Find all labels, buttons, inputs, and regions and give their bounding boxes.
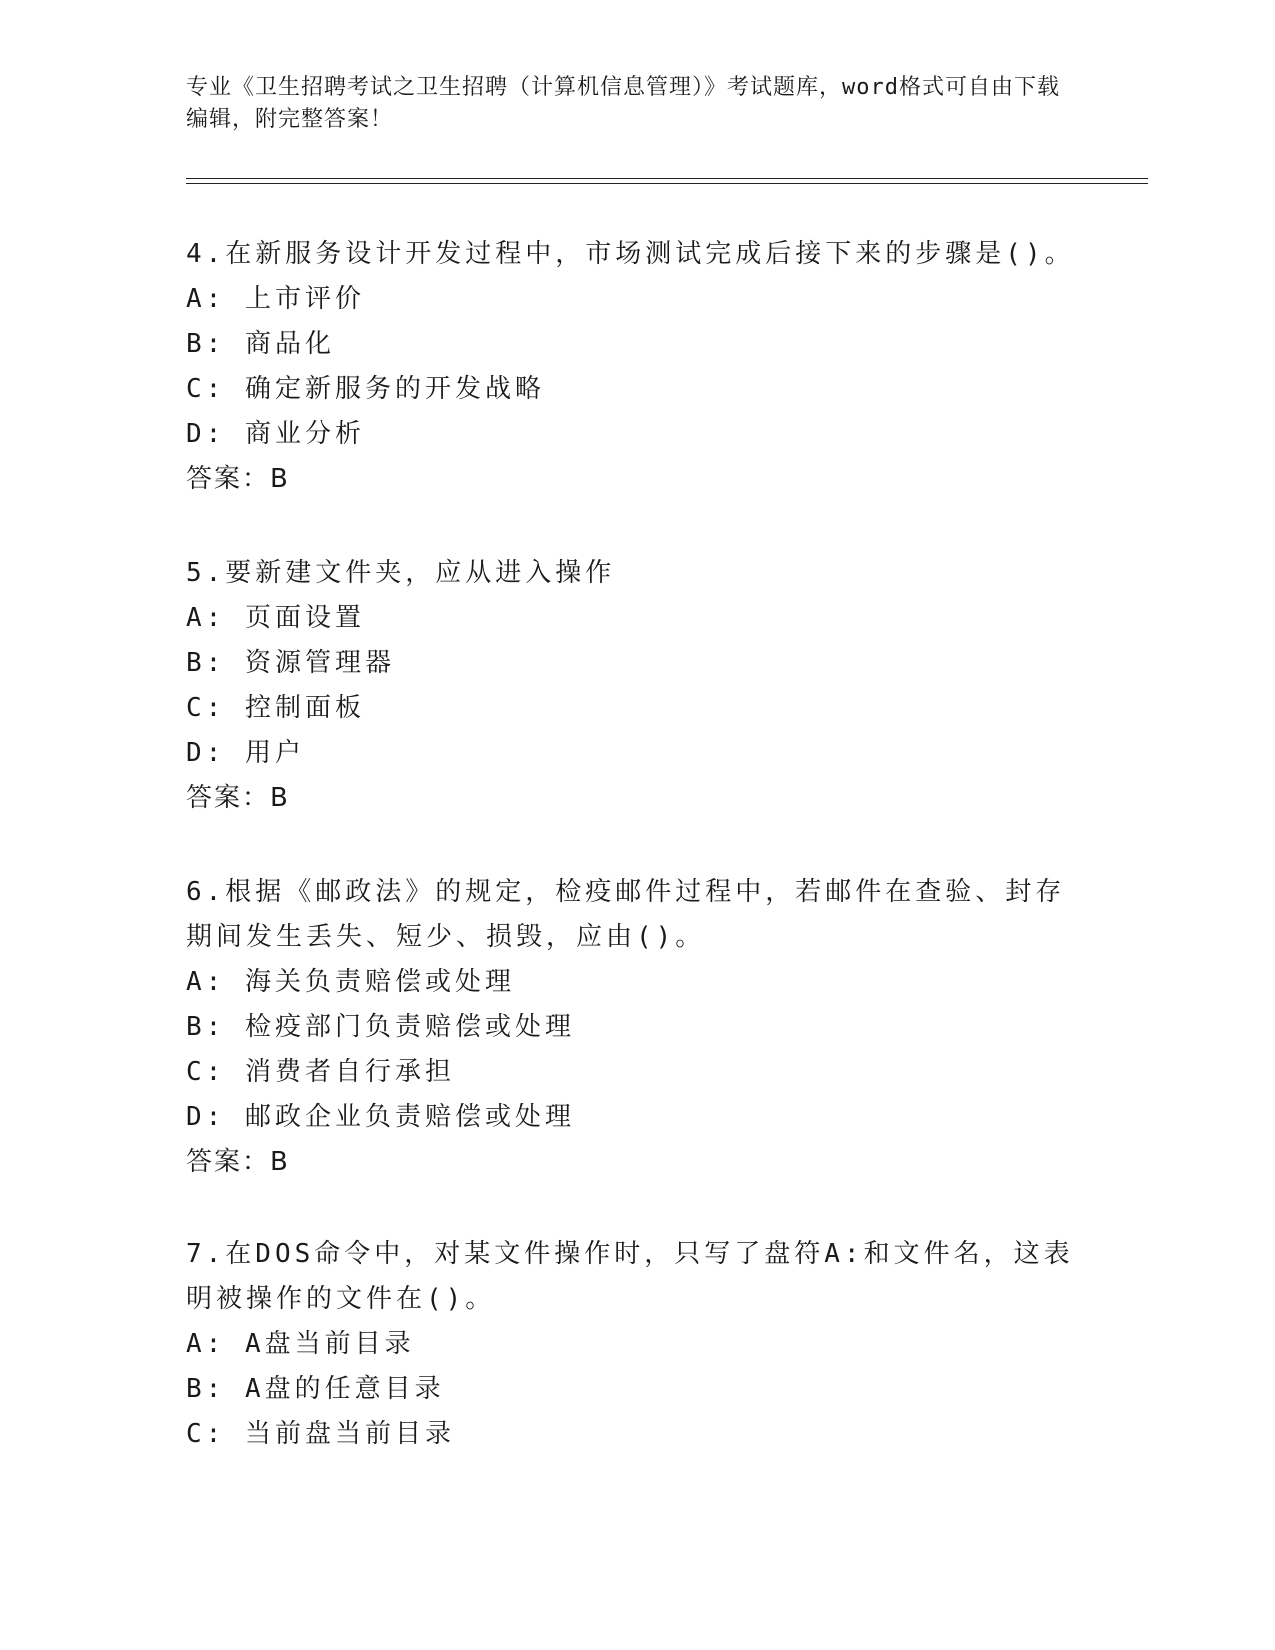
option-text: 海关负责赔偿或处理 [244, 967, 515, 997]
option-c [186, 1050, 1086, 1095]
option-text: 消费者自行承担 [244, 1057, 455, 1087]
question-7 [186, 1232, 1086, 1457]
option-key: A: [186, 284, 226, 314]
option-b [186, 1367, 1086, 1412]
option-key: D: [186, 419, 226, 449]
option-key: B: [186, 1374, 226, 1404]
option-c [186, 367, 1086, 412]
answer: 答案：B [186, 1147, 290, 1177]
question-stem: 6.根据《邮政法》的规定，检疫邮件过程中，若邮件在查验、封存期间发生丢失、短少、损毁，应由()。 [186, 877, 1066, 952]
header-divider-bottom [186, 183, 1148, 184]
option-key: C: [186, 374, 226, 404]
option-key: C: [186, 1419, 226, 1449]
option-text: 邮政企业负责赔偿或处理 [244, 1102, 575, 1132]
option-c [186, 1412, 1086, 1457]
option-a [186, 960, 1086, 1005]
question-stem: 4.在新服务设计开发过程中，市场测试完成后接下来的步骤是()。 [186, 239, 1075, 269]
option-b [186, 641, 1086, 686]
option-d [186, 1095, 1086, 1140]
option-a [186, 277, 1086, 322]
option-b [186, 1005, 1086, 1050]
question-stem: 5.要新建文件夹，应从进入操作 [186, 558, 616, 588]
option-text: 资源管理器 [244, 648, 395, 678]
header-divider-top [186, 178, 1148, 179]
option-b [186, 322, 1086, 367]
option-a [186, 596, 1086, 641]
option-key: C: [186, 1057, 226, 1087]
option-key: D: [186, 1102, 226, 1132]
option-text: 用户 [244, 738, 305, 768]
option-text: 商业分析 [244, 419, 365, 449]
option-text: 商品化 [244, 329, 335, 359]
option-text: A盘的任意目录 [244, 1374, 445, 1404]
question-stem: 7.在DOS命令中，对某文件操作时，只写了盘符A:和文件名，这表明被操作的文件在()。 [186, 1239, 1074, 1314]
document-intro: 专业《卫生招聘考试之卫生招聘（计算机信息管理）》考试题库，word格式可自由下载编辑，附完整答案！ [186, 75, 1060, 132]
option-c [186, 686, 1086, 731]
answer: 答案：B [186, 783, 290, 813]
question-5 [186, 551, 1086, 821]
option-text: 检疫部门负责赔偿或处理 [244, 1012, 575, 1042]
option-key: A: [186, 967, 226, 997]
option-key: A: [186, 1329, 226, 1359]
option-a [186, 1322, 1086, 1367]
option-text: 控制面板 [244, 693, 365, 723]
option-key: D: [186, 738, 226, 768]
option-text: A盘当前目录 [244, 1329, 415, 1359]
option-text: 页面设置 [244, 603, 365, 633]
question-6 [186, 870, 1086, 1185]
option-key: B: [186, 329, 226, 359]
option-key: C: [186, 693, 226, 723]
answer: 答案：B [186, 464, 290, 494]
question-4 [186, 232, 1086, 502]
option-d [186, 412, 1086, 457]
option-text: 确定新服务的开发战略 [244, 374, 545, 404]
option-text: 上市评价 [244, 284, 365, 314]
option-key: B: [186, 1012, 226, 1042]
option-text: 当前盘当前目录 [244, 1419, 455, 1449]
option-key: A: [186, 603, 226, 633]
option-d [186, 731, 1086, 776]
option-key: B: [186, 648, 226, 678]
